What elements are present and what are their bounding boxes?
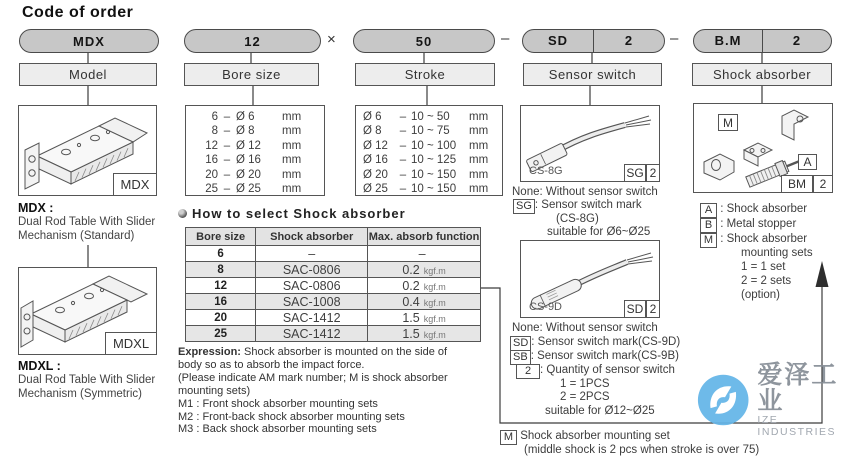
code-pill-stroke: 50 xyxy=(353,29,495,53)
code-pill-shock xyxy=(693,29,832,53)
bm-qty-corner-tag: 2 xyxy=(813,175,833,193)
shock-mark-code: B.M xyxy=(714,33,742,48)
mdxl-product-image xyxy=(18,267,157,355)
mdxl-caption: Dual Rod Table With Slider Mechanism (Symmetric) xyxy=(18,374,156,400)
qty-2pcs: 2 = 2PCS xyxy=(560,391,610,403)
sd-tag: SD xyxy=(510,336,531,351)
mdxl-caption-title: MDXL : xyxy=(18,359,61,373)
sg-tag: SG xyxy=(513,199,535,214)
category-shock: Shock absorber xyxy=(692,63,832,86)
table-row: 25 SAC-1412 1.5 kgf.m xyxy=(186,326,481,342)
bore-option: 6 – Ø 6 mm xyxy=(211,111,302,123)
m-note-tag: M xyxy=(500,430,517,445)
a-part-tag: A xyxy=(798,154,817,170)
b-tag: B xyxy=(700,218,717,233)
stroke-option: Ø 25 – 10 ~ 150 mm xyxy=(363,183,489,196)
times-separator: × xyxy=(327,31,336,48)
sg-corner-tag: SG xyxy=(624,164,646,182)
sg-qty-corner-tag: 2 xyxy=(646,164,660,182)
bore-option: 25 – Ø 25 mm xyxy=(205,183,302,196)
table-row: 16 SAC-1008 0.4 kgf.m xyxy=(186,294,481,310)
mdx-caption-title: MDX : xyxy=(18,201,54,215)
stroke-option: Ø 6 – 10 ~ 50 mm xyxy=(363,111,489,123)
shock-item-b: B : Metal stopper xyxy=(700,218,796,233)
watermark-en-text: IZE INDUSTRIES xyxy=(757,414,836,438)
bm-corner-tag: BM xyxy=(781,175,813,193)
code-pill-model: MDX xyxy=(19,29,159,53)
sb-tag: SB xyxy=(510,350,531,365)
expression-note: Expression: Shock absorber is mounted on the side of body so as to absorb the impact force. (Please indicate AM mark number; M is shock absorber mounting sets) M1 : Front shock absorber mounting sets M2 : Front-back shock absorber mounting sets M3 : Back shock absorber mounting sets xyxy=(178,346,448,436)
sensor-qty-code: 2 xyxy=(593,30,664,52)
dash-separator-2: – xyxy=(670,30,679,47)
bore-option: 20 – Ø 20 mm xyxy=(205,168,302,181)
category-sensor: Sensor switch xyxy=(523,63,662,86)
qty-suitable: suitable for Ø12~Ø25 xyxy=(545,405,655,417)
shock-absorber-table xyxy=(185,227,481,342)
qty-1pcs: 1 = 1PCS xyxy=(560,378,610,390)
code-pill-bore: 12 xyxy=(184,29,321,53)
shock-m-2sets: 2 = 2 sets xyxy=(741,275,792,287)
shock-item-m-2: mounting sets xyxy=(741,247,813,259)
a-tag: A xyxy=(700,203,717,218)
sd-option: SD : Sensor switch mark(CS-9D) xyxy=(510,336,680,351)
mounting-set-note-2: (middle shock is 2 pcs when stroke is over 75) xyxy=(524,444,760,456)
code-pill-sensor xyxy=(522,29,665,53)
shock-parts-image xyxy=(693,103,833,193)
mdxl-corner-tag: MDXL xyxy=(105,332,157,355)
stroke-options xyxy=(355,105,503,196)
sg-option: SG : Sensor switch mark xyxy=(513,199,642,214)
mdx-caption: Dual Rod Table With Slider Mechanism (Standard) xyxy=(18,216,156,242)
table-header-row: Bore size Shock absorber Max. absorb function xyxy=(186,228,481,246)
watermark-logo xyxy=(697,362,855,438)
watermark-cn-text: 爱泽工业 xyxy=(757,361,839,415)
mounting-set-note: M Shock absorber mounting set xyxy=(500,430,670,445)
qty-tag: 2 xyxy=(516,364,540,379)
page-title: Code of order xyxy=(22,4,134,21)
sg-none-option: None: Without sensor switch xyxy=(512,186,658,198)
cs8g-sensor-image xyxy=(520,105,660,182)
category-bore: Bore size xyxy=(184,63,319,86)
table-row: 8 SAC-0806 0.2 kgf.m xyxy=(186,262,481,278)
cs8g-label: CS-8G xyxy=(529,165,563,177)
shock-item-m: M : Shock absorber xyxy=(700,233,807,248)
stroke-option: Ø 16 – 10 ~ 125 mm xyxy=(363,154,489,167)
bore-option: 16 – Ø 16 mm xyxy=(205,154,302,167)
shock-m-1set: 1 = 1 set xyxy=(741,261,786,273)
m-tag: M xyxy=(700,233,717,248)
bore-option: 8 – Ø 8 mm xyxy=(211,125,302,138)
bore-option: 12 – Ø 12 mm xyxy=(205,139,302,152)
table-row: 12 SAC-0806 0.2 kgf.m xyxy=(186,278,481,294)
ize-logo-icon xyxy=(697,371,749,429)
table-row: 20 SAC-1412 1.5 kgf.m xyxy=(186,310,481,326)
sd-none-option: None: Without sensor switch xyxy=(512,322,658,334)
sd-corner-tag: SD xyxy=(624,300,646,318)
stroke-option: Ø 8 – 10 ~ 75 mm xyxy=(363,125,489,138)
dash-separator-1: – xyxy=(501,30,510,47)
sd-qty-corner-tag: 2 xyxy=(646,300,660,318)
sensor-mark-code: SD xyxy=(547,33,569,48)
category-stroke: Stroke xyxy=(355,63,495,86)
arrow-up-icon xyxy=(816,261,829,287)
shock-m-option: (option) xyxy=(741,289,780,301)
sg-option-model: (CS-8G) xyxy=(556,213,599,225)
qty-option: 2 : Quantity of sensor switch xyxy=(516,364,675,379)
mdx-product-image xyxy=(18,105,157,196)
cs9d-sensor-image xyxy=(520,240,660,318)
stroke-option: Ø 20 – 10 ~ 150 mm xyxy=(363,168,489,181)
sb-option: SB : Sensor switch mark(CS-9B) xyxy=(510,350,679,365)
shock-qty-code: 2 xyxy=(762,30,831,52)
mdx-corner-tag: MDX xyxy=(113,173,157,196)
sg-suitable: suitable for Ø6~Ø25 xyxy=(547,226,651,238)
shock-item-a: A : Shock absorber xyxy=(700,203,807,218)
m-part-tag: M xyxy=(718,114,738,131)
shock-select-heading: How to select Shock absorber xyxy=(178,206,406,221)
cs9d-label: CS-9D xyxy=(529,301,563,313)
bullet-icon xyxy=(178,209,187,218)
bore-size-options xyxy=(185,105,325,196)
stroke-option: Ø 12 – 10 ~ 100 mm xyxy=(363,139,489,152)
table-row: 6 – – xyxy=(186,246,481,262)
category-model: Model xyxy=(19,63,157,86)
